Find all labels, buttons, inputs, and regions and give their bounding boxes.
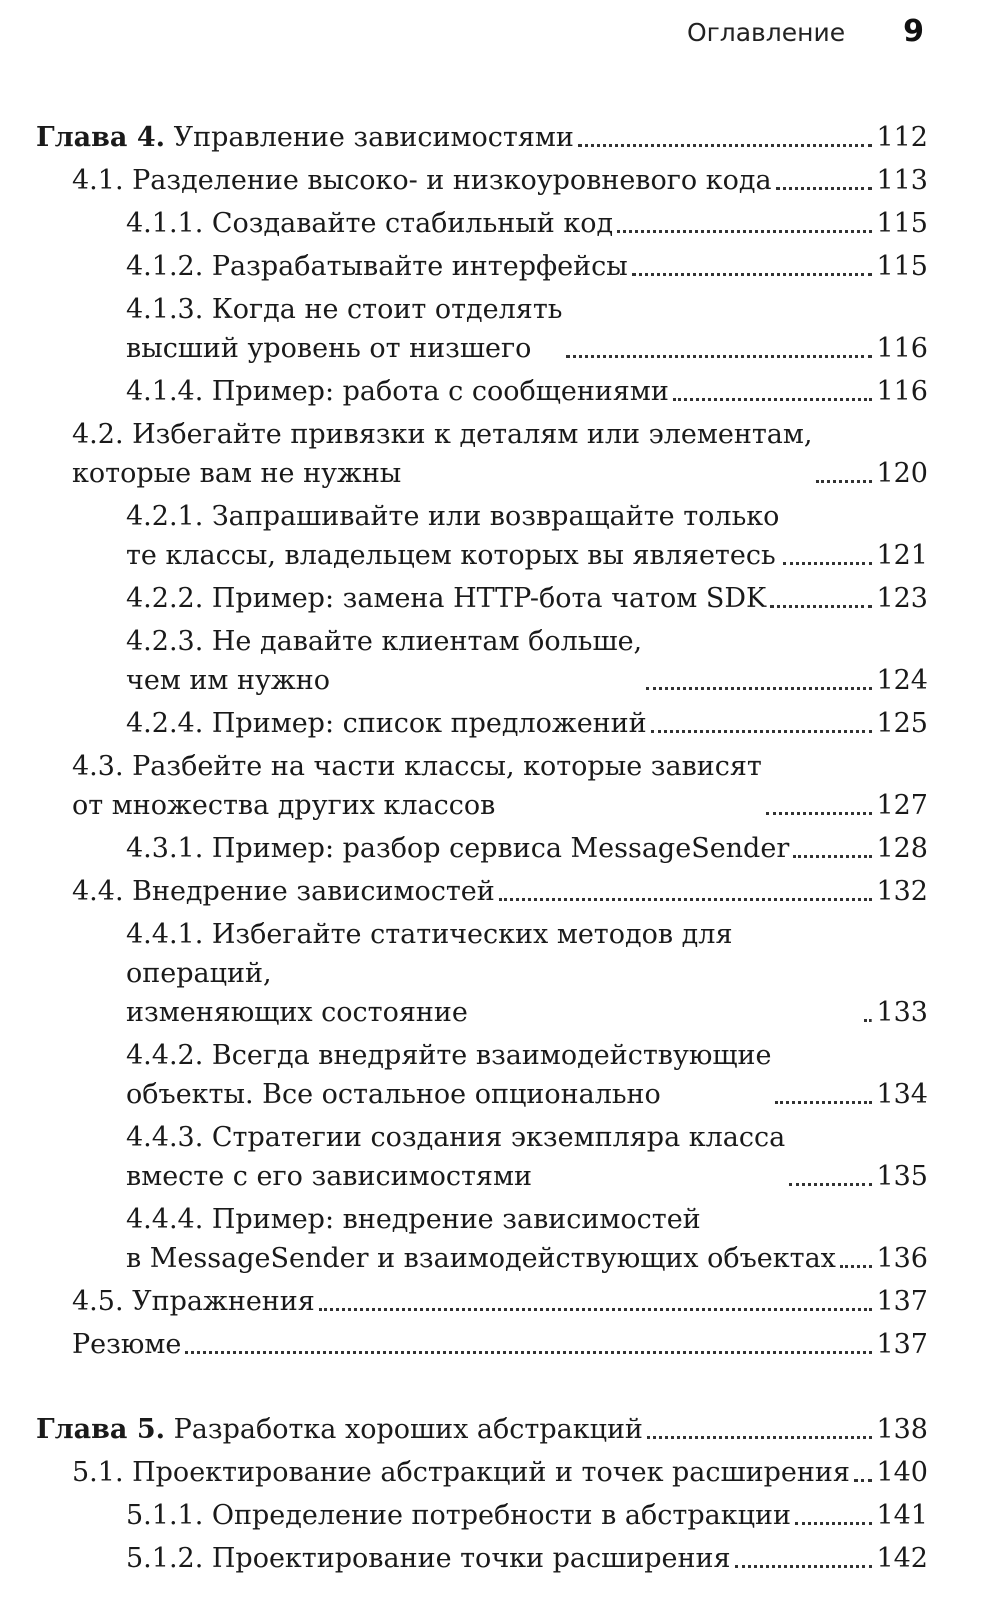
chapter-heading bbox=[36, 1406, 928, 1449]
dot-leader bbox=[646, 687, 872, 690]
entry-page: 140 bbox=[876, 1457, 928, 1488]
dot-leader bbox=[673, 398, 872, 401]
chapter-heading bbox=[36, 114, 928, 157]
dot-leader bbox=[783, 562, 872, 565]
entry-title-line: те классы, владельцем которых вы являетесь bbox=[126, 540, 776, 571]
toc-entry bbox=[36, 1032, 928, 1114]
entry-title-line: 4.2. Избегайте привязки к деталям или элементам, bbox=[72, 419, 813, 450]
table-of-contents bbox=[36, 114, 928, 1620]
toc-entry bbox=[36, 1114, 928, 1196]
entry-title-line: 4.5. Упражнения bbox=[72, 1286, 315, 1317]
entry-page: 125 bbox=[876, 708, 928, 739]
toc-entry bbox=[36, 493, 928, 575]
toc-entry bbox=[36, 1196, 928, 1278]
entry-title-line: 5.1.2. Проектирование точки расширения bbox=[126, 1543, 731, 1574]
entry-title-line: чем им нужно bbox=[126, 665, 330, 696]
entry-title-line: 4.1.3. Когда не стоит отделять bbox=[126, 294, 563, 325]
entry-page: 121 bbox=[876, 540, 928, 571]
running-header bbox=[687, 14, 924, 49]
toc-entry bbox=[36, 743, 928, 825]
toc-entry bbox=[36, 825, 928, 868]
entry-title-line: 4.2.2. Пример: замена HTTP-бота чатом SDK bbox=[126, 583, 767, 614]
entry-page: 113 bbox=[876, 165, 928, 196]
entry-title-line: 4.3.1. Пример: разбор сервиса MessageSender bbox=[126, 833, 790, 864]
chapter-label: Глава 5. bbox=[36, 1414, 166, 1445]
entry-page: 115 bbox=[876, 251, 928, 282]
dot-leader bbox=[795, 1522, 872, 1525]
entry-page: 136 bbox=[876, 1243, 928, 1274]
toc-entry bbox=[36, 157, 928, 200]
toc-entry bbox=[36, 286, 928, 368]
chapter-page: 138 bbox=[876, 1414, 928, 1445]
toc-entry bbox=[36, 243, 928, 286]
entry-title-line: 5.1.1. Определение потребности в абстракции bbox=[126, 1500, 791, 1531]
dot-leader bbox=[775, 1101, 872, 1104]
toc-entry bbox=[36, 1321, 928, 1364]
entry-page: 137 bbox=[876, 1286, 928, 1317]
page-number: 9 bbox=[903, 14, 924, 49]
entry-title-line: 4.1. Разделение высоко- и низкоуровневого кода bbox=[72, 165, 772, 196]
entry-page: 135 bbox=[876, 1161, 928, 1192]
dot-leader bbox=[499, 898, 872, 901]
toc-entry bbox=[36, 368, 928, 411]
toc-entry bbox=[36, 200, 928, 243]
entry-title-line: 4.4.4. Пример: внедрение зависимостей bbox=[126, 1204, 701, 1235]
entry-title-line: Резюме bbox=[72, 1329, 182, 1360]
entry-page: 124 bbox=[876, 665, 928, 696]
toc-entry bbox=[36, 700, 928, 743]
toc-entry bbox=[36, 1535, 928, 1578]
toc-entry bbox=[36, 411, 928, 493]
entry-title-line: изменяющих состояние bbox=[126, 997, 468, 1028]
dot-leader bbox=[776, 187, 872, 190]
chapter-block bbox=[36, 114, 928, 1364]
dot-leader bbox=[816, 480, 872, 483]
dot-leader bbox=[770, 605, 872, 608]
entry-page: 127 bbox=[876, 790, 928, 821]
entry-title-line: 4.4.2. Всегда внедряйте взаимодействующие bbox=[126, 1040, 772, 1071]
dot-leader bbox=[840, 1265, 872, 1268]
entry-page: 120 bbox=[876, 458, 928, 489]
entry-title-line: 4.1.1. Создавайте стабильный код bbox=[126, 208, 614, 239]
dot-leader bbox=[864, 1019, 872, 1022]
entry-page: 128 bbox=[876, 833, 928, 864]
chapter-page: 112 bbox=[876, 122, 928, 153]
chapter-title: Управление зависимостями bbox=[173, 122, 574, 153]
dot-leader bbox=[651, 730, 872, 733]
chapter-title: Разработка хороших абстракций bbox=[173, 1414, 643, 1445]
entry-title-line: 4.4.3. Стратегии создания экземпляра класса bbox=[126, 1122, 786, 1153]
entry-title-line: в MessageSender и взаимодействующих объектах bbox=[126, 1243, 836, 1274]
chapter-label: Глава 4. bbox=[36, 122, 166, 153]
entry-page: 123 bbox=[876, 583, 928, 614]
dot-leader bbox=[793, 855, 872, 858]
entry-title-line: 4.4.1. Избегайте статических методов для операций, bbox=[126, 919, 733, 989]
toc-entry bbox=[36, 1449, 928, 1492]
entry-title-line: которые вам не нужны bbox=[72, 458, 402, 489]
dot-leader bbox=[617, 230, 872, 233]
dot-leader bbox=[185, 1351, 872, 1354]
toc-entry bbox=[36, 911, 928, 1032]
entry-title-line: 4.3. Разбейте на части классы, которые зависят bbox=[72, 751, 762, 782]
chapter-block bbox=[36, 1406, 928, 1578]
dot-leader bbox=[735, 1565, 872, 1568]
dot-leader bbox=[632, 273, 872, 276]
entry-page: 115 bbox=[876, 208, 928, 239]
entry-title-line: 4.4. Внедрение зависимостей bbox=[72, 876, 495, 907]
entry-page: 142 bbox=[876, 1543, 928, 1574]
entry-title-line: 4.2.3. Не давайте клиентам больше, bbox=[126, 626, 643, 657]
toc-entry bbox=[36, 575, 928, 618]
entry-title-line: объекты. Все остальное опционально bbox=[126, 1079, 661, 1110]
entry-title-line: 4.2.1. Запрашивайте или возвращайте только bbox=[126, 501, 780, 532]
entry-title-line: 5.1. Проектирование абстракций и точек расширения bbox=[72, 1457, 850, 1488]
entry-title-line: от множества других классов bbox=[72, 790, 496, 821]
dot-leader bbox=[789, 1183, 872, 1186]
toc-entry bbox=[36, 618, 928, 700]
dot-leader bbox=[566, 355, 872, 358]
toc-entry bbox=[36, 868, 928, 911]
dot-leader bbox=[766, 812, 872, 815]
dot-leader bbox=[647, 1436, 872, 1439]
toc-entry bbox=[36, 1278, 928, 1321]
entry-title-line: вместе с его зависимостями bbox=[126, 1161, 532, 1192]
running-title: Оглавление bbox=[686, 18, 846, 47]
entry-page: 141 bbox=[876, 1500, 928, 1531]
entry-page: 116 bbox=[876, 376, 928, 407]
entry-page: 137 bbox=[876, 1329, 928, 1360]
toc-entry bbox=[36, 1492, 928, 1535]
entry-title-line: 4.2.4. Пример: список предложений bbox=[126, 708, 647, 739]
entry-page: 116 bbox=[876, 333, 928, 364]
entry-title-line: 4.1.2. Разрабатывайте интерфейсы bbox=[126, 251, 628, 282]
dot-leader bbox=[854, 1479, 872, 1482]
entry-page: 133 bbox=[876, 997, 928, 1028]
entry-page: 134 bbox=[876, 1079, 928, 1110]
entry-title-line: 4.1.4. Пример: работа с сообщениями bbox=[126, 376, 669, 407]
dot-leader bbox=[578, 144, 872, 147]
entry-title-line: высший уровень от низшего bbox=[126, 333, 532, 364]
entry-page: 132 bbox=[876, 876, 928, 907]
dot-leader bbox=[319, 1308, 872, 1311]
